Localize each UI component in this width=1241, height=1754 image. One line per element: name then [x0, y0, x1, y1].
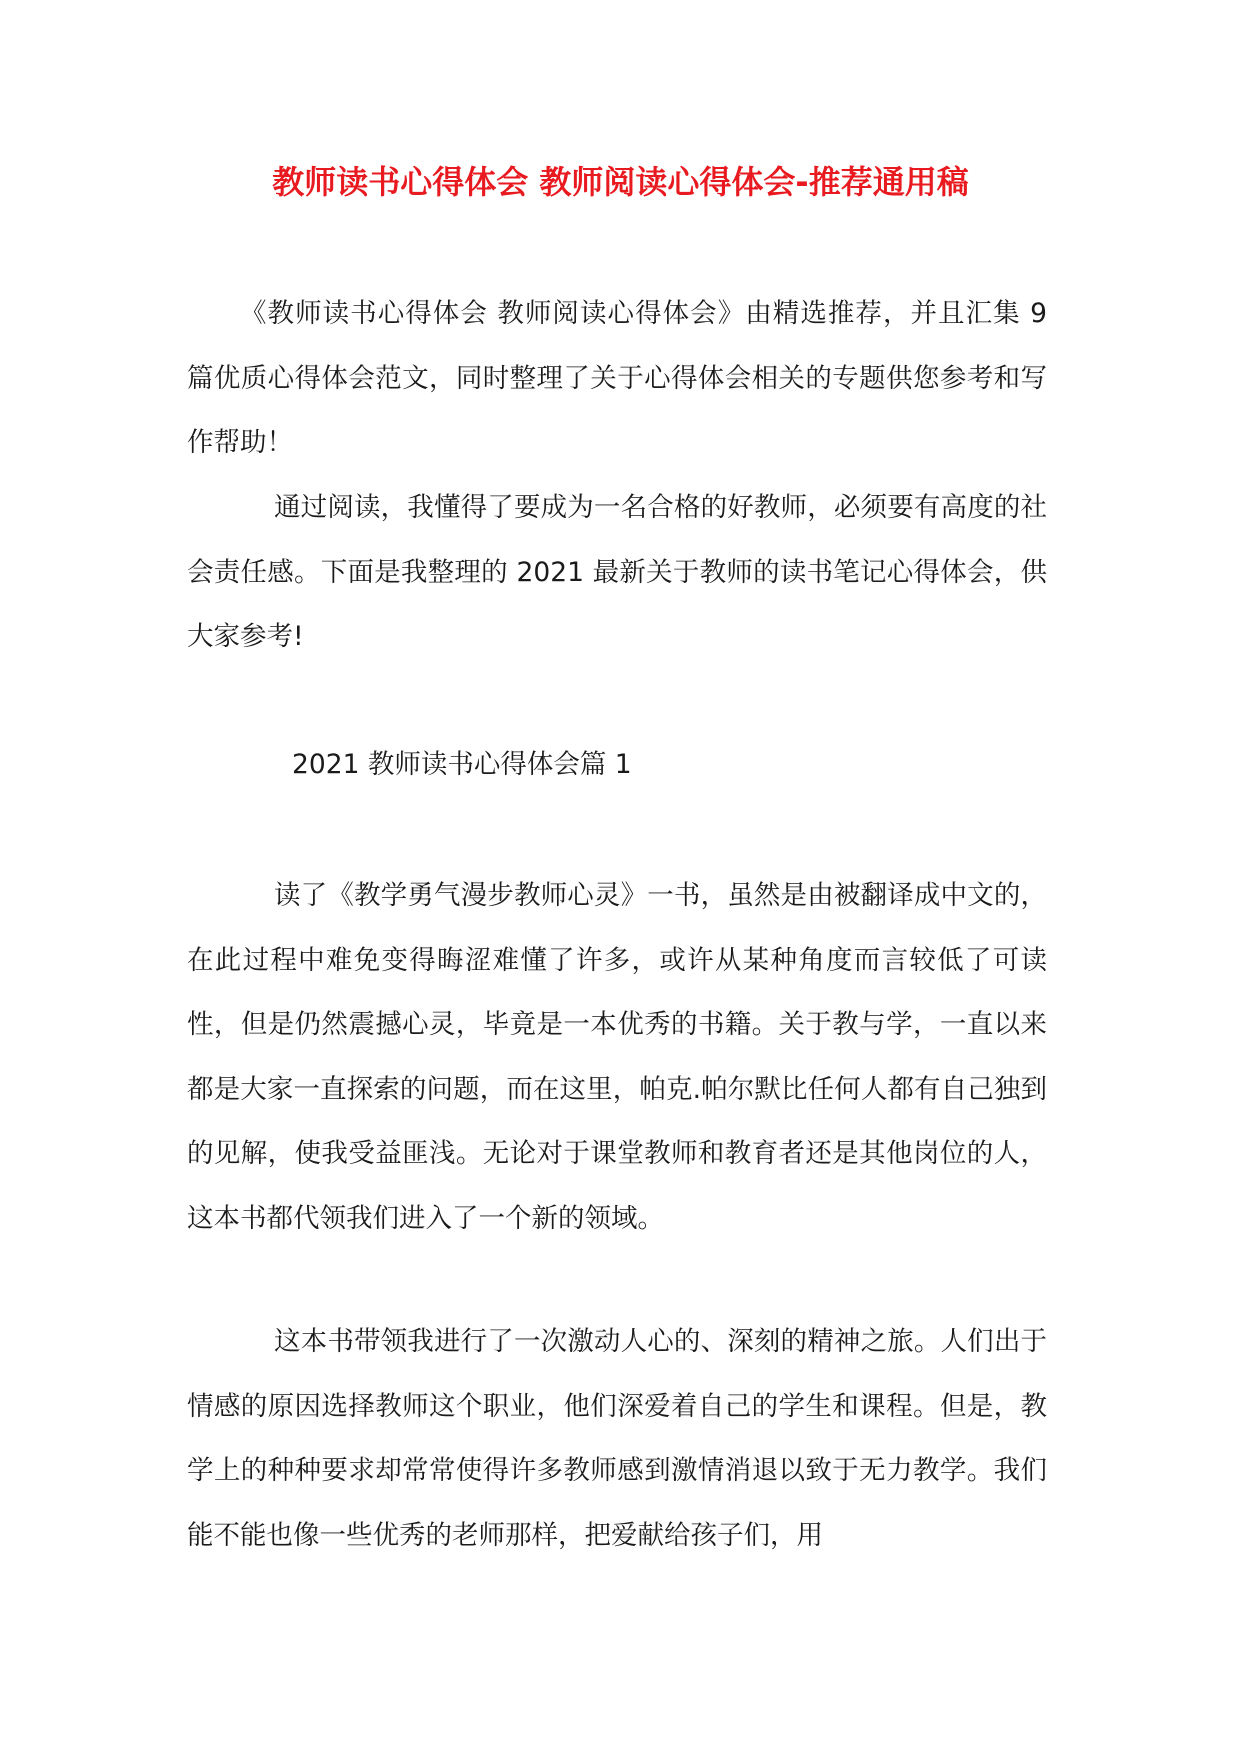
body-paragraph-1: 通过阅读，我懂得了要成为一名合格的好教师，必须要有高度的社会责任感。下面是我整理的 2021 最新关于教师的读书笔记心得体会，供大家参考! [187, 492, 1047, 652]
intro-paragraph: 《教师读书心得体会 教师阅读心得体会》由精选推荐，并且汇集 9 篇优质心得体会范文，同时整理了关于心得体会相关的专题供您参考和写作帮助！ [187, 298, 1047, 458]
body-paragraph-3: 这本书带领我进行了一次激动人心的、深刻的精神之旅。人们出于情感的原因选择教师这个职业，他们深爱着自己的学生和课程。但是，教学上的种种要求却常常使得许多教师感到激情消退以致于无力教学。我们能不能也像一些优秀的老师那样，把爱献给孩子们，用 [187, 1326, 1047, 1551]
body-paragraph-2: 读了《教学勇气漫步教师心灵》一书，虽然是由被翻译成中文的，在此过程中难免变得晦涩难懂了许多，或许从某种角度而言较低了可读性，但是仍然震撼心灵，毕竟是一本优秀的书籍。关于教与学，一直以来都是大家一直探索的问题，而在这里，帕克.帕尔默比任何人都有自己独到的见解，使我受益匪浅。无论对于课堂教师和教育者还是其他岗位的人，这本书都代领我们进入了一个新的领域。 [187, 880, 1047, 1234]
document-title: 教师读书心得体会 教师阅读心得体会-推荐通用稿 [272, 163, 969, 201]
section-heading: 2021 教师读书心得体会篇 1 [292, 749, 632, 780]
